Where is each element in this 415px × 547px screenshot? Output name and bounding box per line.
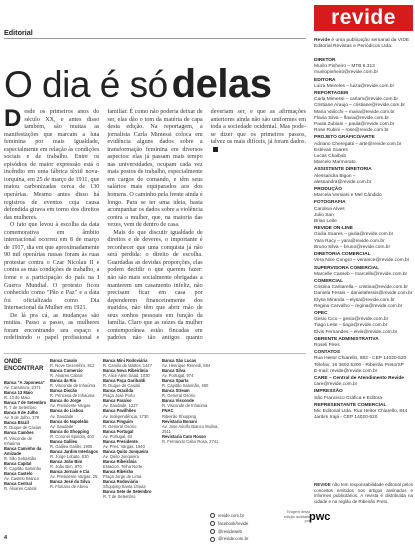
staff-line: São Francisco Gráfica e Editora (314, 395, 382, 401)
staff-heading: PROJETO GRÁFICO/ARTE (314, 135, 375, 141)
headline-light: O dia é só (4, 64, 168, 105)
staff-line: Brian Leite (314, 219, 337, 225)
store-address: R. General Osório (103, 423, 137, 429)
store-name: Banca da Rio (50, 378, 77, 384)
store-entry (103, 378, 159, 388)
staff-line: Regina Carvalho – regina@revide.com.br (314, 303, 403, 309)
store-name: Banca do Napoleão (50, 418, 89, 424)
store-address: Shopping Santa Úrsula (103, 484, 146, 490)
store-entry (4, 390, 48, 400)
staff-heading: DIRETOR (314, 58, 336, 63)
store-entry (50, 459, 102, 469)
disclaimer-text: não tem responsabilidade editorial pelos conceitos emitidos nos artigos assinados e informes publicitários. A revista é distribuída na cidade e na região de Ribeirão Preto. (314, 482, 413, 505)
staff-line: Elvis Fernandes – elvis@revide.com.br (314, 329, 398, 335)
store-entry (50, 398, 102, 408)
pwc-logo: pwc (309, 511, 331, 523)
store-address: Av. Portugal, 63 (103, 433, 133, 439)
audit-text: Tiragem desta edição auditada por (283, 510, 310, 523)
article-paragraph-text: Mais do que discutir igualdade de direitos e de deveres, o importante é reconhecer que uma conquista já não será perdida: o direito de escolha. Guardadas as devidas proporções, elas podem decidir o que querem fazer: não são mais socialmente obrigadas a manterem um casamento infeliz, não precisam ficar em casa por dependerem financeiramente dos maridos, não têm que abrir mão de seus sonhos pessoais em função da família. Claro que as raízes da mulher contemporânea estão fincadas em padrões não tão antigos quanto deveriam ser, e que as afirmações anteriores ainda não são uniformes em toda a sociedade ocidental. Mas pode-se dizer que os primeiros passos, talvez os mais difíceis, já foram dados. (107, 109, 306, 342)
store-address: R. Capitão Salomão (4, 465, 42, 471)
store-name: Banca Central (4, 480, 32, 486)
social-label: @revide.com.br (218, 536, 249, 542)
store-address: Ribeirão Shopping (162, 413, 197, 419)
article-paragraph-text: esde os primeiros anos do século XX, e antes disso também, são muitas as manifestações que marcam a luta feminina por mais igualdade, especialmente em relação às condições sociais e de trabalho. Entre os episódios de maior expressão está o incêndio em uma fábrica têxtil nova-iorquina, em 25 de março de 1911, que matou carbonizadas cerca de 130 operárias. Mesmo antes disso há registros de eventos cuja causa defendida girava em torno dos direitos das mulheres. (4, 109, 100, 221)
store-address: Av. Quito Junqueira (103, 453, 139, 459)
staff-line: Bruno Silva – bruno@revide.com.br (314, 244, 391, 250)
store-address: R. Camilo de Mattos, 1447 (103, 363, 153, 369)
store-address: R. General Osório (162, 393, 196, 399)
store-address: Av. Pres. Vargas, 1940 (103, 443, 145, 449)
store-name: Banca Camões (4, 430, 34, 436)
staff-line: Julio San (314, 212, 334, 218)
store-entry (4, 420, 48, 430)
store-address: Av. Castelo Branco (4, 475, 40, 481)
store-address: Av. Saudade (50, 413, 74, 419)
social-link[interactable] (210, 535, 270, 543)
store-name: Banca Castelo (4, 470, 33, 476)
store-address: R. Nove Dezembro, 812 (50, 363, 95, 369)
staff-line: Estevan Soares (314, 147, 348, 153)
store-name: Banca Rodoviária (103, 479, 138, 485)
store-name: Banca Portugal (103, 428, 134, 434)
store-address: R. 7 de Setembro (103, 494, 136, 500)
store-address: R. Visconde de Inhaúma (4, 435, 33, 446)
store-address: R. João Bim, 870 (50, 463, 82, 469)
staff-line: Carla Mimessi – carlam@revide.com.br (314, 97, 399, 103)
store-entry (4, 380, 48, 390)
staff-line: Marcela Versiani e Mel Cândido (314, 193, 382, 199)
staff-list (314, 58, 413, 421)
store-entry (50, 419, 102, 429)
store-name: Banca Discão (50, 388, 78, 394)
store-list-col1 (4, 380, 48, 491)
store-address: Av. Portugal, 974 (162, 373, 194, 379)
store-entry (103, 408, 159, 418)
headline-bold: delas (171, 62, 272, 106)
store-name: Banca do Shopping (50, 428, 89, 434)
store-entry (103, 479, 159, 489)
staff-line: Tiago Leite – tiago@revide.com.br (314, 323, 388, 329)
staff-line: Telefax: 16 3602.5200 - Ribeirão Preto/SP (314, 362, 404, 368)
staff-line: Luiza Meireles – luiza@revide.com.br (314, 83, 395, 89)
store-entry (103, 398, 159, 408)
store-name: Banca Nova Ribeirânia (103, 368, 148, 374)
staff-line: Yara Racy – yara@revide.com.br (314, 238, 385, 244)
store-entry (4, 461, 48, 471)
article-paragraph: De lá pra cá, as mudanças são muitas. Passo a passo, as mulheres foram encontrando seu espaço e redefinindo o papel profissional e familiar. É como não poderia deixar de ser, elas dão o tom da matéria de capa desta edição. Na reportagem, a jornalista Carla Mimessi coloca em evidência alguns dados sobre a transformação feminina em diversos aspectos: elas já passam mais tempo nas universidades, ocupam cada vez mais postos de trabalho, especialmente em cargos de comando, e têm seus salários mais equiparados aos dos homens. O caminho pela frente ainda é longo. Para se ter uma ideia, basta acompanhar os dados sobre a violência contra a mulher, que, na maioria das vezes, vem de dentro de casa. (4, 109, 203, 342)
social-label: revide.com.br (218, 513, 245, 518)
store-name: Banca Sete de Setembro (103, 489, 152, 495)
store-list-col3 (103, 358, 159, 499)
store-name: Banca João Bim (50, 458, 83, 464)
staff-heading: DIRETORIA COMERCIAL (314, 252, 371, 258)
store-list-col2 (50, 358, 102, 489)
store-name: Banca Paraíso (103, 398, 132, 404)
staff-heading: IMPRESSÃO (314, 389, 343, 395)
where-title-line2: ENCONTRAR (4, 365, 44, 372)
store-address: R. Visconde de Inhaúma (50, 383, 96, 389)
staff-line: Elysa Miranda – elysa@revide.com.br (314, 297, 395, 303)
store-entry (162, 378, 220, 388)
audit-note (278, 510, 310, 524)
store-address: R. Floriano de Abreu (50, 484, 88, 490)
staff-line: E-mail: revide@revide.com.br (314, 368, 378, 374)
staff-line: Adriano Cheregatti – arte@revide.com.br (314, 141, 402, 147)
store-entry (50, 408, 102, 418)
store-address: Av. Presidente Vargas, 25 (50, 474, 98, 480)
store-name: Banca Ribeirão (103, 469, 134, 475)
staff-line: Daniela Fessis – danielafessis@revide.com.br (314, 291, 413, 297)
store-entry (103, 439, 159, 449)
masthead-intro-text: é uma publicação semanal da VIDE Editorial Revistas e Periódicos Ltda. (314, 38, 410, 50)
store-address: R. 7 de Setembro (4, 405, 37, 411)
store-address: R. Jorge Lobato, 630 (50, 453, 89, 459)
store-name: FNAC (162, 408, 174, 414)
staff-line: Jardim Irajá - CEP 14020-520 (314, 415, 378, 421)
store-name: Banca Mini Rodoviária (103, 358, 148, 363)
store-name: Banca Jardim Interlagos (50, 448, 99, 454)
store-entry (162, 368, 220, 378)
store-address: Av. Saudade (50, 423, 74, 429)
store-address: Av. Caramuru, 2371 (4, 385, 41, 391)
store-name: Banca Caminho da Amizade (4, 445, 42, 456)
store-address: R. Álvares Cabral (50, 373, 83, 379)
store-entry (50, 429, 102, 439)
where-to-find-title (4, 358, 45, 372)
staff-line: Lucas Chaibub (314, 154, 347, 160)
store-entry (4, 400, 48, 410)
store-entry (103, 419, 159, 429)
store-name: Banca José da Silva (50, 479, 90, 485)
staff-line: Roseli Pires (314, 342, 340, 348)
store-name: Banca Paça Garibaldi (103, 378, 146, 384)
store-name: Banca Stream (162, 388, 190, 394)
store-entry (162, 419, 220, 434)
staff-heading: CONTATOS (314, 350, 341, 356)
store-entry (103, 489, 159, 499)
store-list-col4 (162, 358, 220, 444)
staff-line: Marcelo Marmorato (314, 160, 356, 166)
social-link[interactable] (210, 512, 270, 520)
store-name: Banca Capital (4, 460, 32, 466)
staff-line: Cristina Cantarella – cristina@revide.com.br (314, 285, 408, 291)
store-name: Banca do Jorge (50, 398, 82, 404)
staff-heading: OPEC (314, 310, 328, 316)
staff-line: Carolina Alves (314, 206, 345, 212)
store-entry (162, 388, 220, 398)
staff-heading: COMERCIAL (314, 278, 344, 284)
staff-line: Flavia Silva – flavia@revide.com.br (314, 115, 389, 121)
bottom-rule (4, 353, 306, 354)
staff-line: Paula Zubiani – paula@revide.com.br (314, 122, 395, 128)
store-address: Estacion. Telha Norte (103, 463, 143, 469)
staff-line: Murilo Pinheiro – MTB 6.313 (314, 64, 375, 70)
store-name: Banca do Lisboa (50, 408, 84, 414)
store-address: R. Princesa de Inhaúma (50, 393, 95, 399)
staff-heading: GERENTE ADMINISTRATIVA (314, 336, 379, 342)
store-address: R. Alice Além Saad, 1030 (103, 373, 150, 379)
store-address: Praça Jorge de Lima (103, 474, 142, 480)
store-name: Banca "A Japonesa" (4, 380, 45, 385)
store-entry (103, 358, 159, 368)
store-entry (162, 408, 220, 418)
store-address: R. Duque de Caxias (103, 383, 141, 389)
social-label: @revideweb (218, 528, 242, 534)
store-entry (103, 449, 159, 459)
web-icon (210, 513, 215, 518)
store-address: Av. 9 de Julho, 378 (4, 415, 40, 421)
article-paragraph: O fato que levou à escolha da data comemorativa em âmbito internacional ocorreu em 8 de março de 1917, dia em que aproximadamente 90 mil operárias russas foram às ruas protestar contra o Czar Nicolau II e contra as más condições de trabalho, a fome e a participação do país na I Guerra Mundial. O protesto ficou conhecido como "Pão e Paz" e a data foi oficializada como Dia Internacional da Mulher em 1921. (4, 222, 100, 312)
store-entry (4, 446, 48, 461)
store-name: Banca São Lucas (162, 358, 197, 363)
article-paragraph (4, 105, 100, 222)
store-address: Praça José Porto (103, 393, 135, 399)
store-name: Banca Jornais e Cia (50, 469, 90, 475)
store-address: Av. Jose Adolfo Bianco Molina, 2511 (162, 423, 219, 434)
brand-logo-text: revide (331, 6, 396, 29)
staff-heading: PRODUÇÃO (314, 187, 342, 193)
article-body (4, 105, 306, 344)
staff-heading: FOTOGRAFIA (314, 200, 346, 206)
staff-heading: ASSISTENTE DIRETORIA (314, 167, 372, 173)
end-mark-icon (213, 147, 218, 152)
where-title-line1: ONDE (4, 358, 22, 365)
store-entry (4, 481, 48, 491)
store-name: Banca Comercio (50, 368, 83, 374)
store-entry (103, 388, 159, 398)
store-name: Banca 13 Maio (4, 390, 33, 396)
store-entry (4, 471, 48, 481)
staff-line: Rose Rubini – rose@revide.com.br (314, 128, 389, 134)
store-name: Banca Pavilhões (103, 408, 136, 414)
store-entry (4, 430, 48, 445)
store-address: R. 13 de Maio (4, 395, 30, 401)
store-name: Banca Silva (162, 368, 186, 374)
store-entry (50, 439, 102, 449)
store-entry (4, 410, 48, 420)
masthead-intro-bold: Revide (314, 38, 331, 43)
store-entry (50, 378, 102, 388)
staff-line: Maria Valicchi – maria@revide.com.br (314, 109, 395, 115)
store-name: Banca Presidente (103, 438, 138, 444)
store-address: R. Álvares Cabral (4, 485, 37, 491)
store-name: Banca Visconde (162, 398, 194, 404)
store-entry (50, 449, 102, 459)
store-address: Av. Presidente Vargas (50, 403, 91, 409)
social-link[interactable] (210, 528, 270, 536)
store-entry (50, 388, 102, 398)
staff-heading: CARE – Central de Atendimento Revide (314, 375, 404, 381)
store-name: Banca Brazil (4, 420, 29, 426)
staff-line: Alessandra Bigon – alessandra@revide.com.br (314, 173, 372, 185)
twitter-icon (210, 529, 215, 534)
store-name: Banca Sparta (162, 378, 189, 384)
store-name: Banca 7 de Setembro (4, 400, 47, 406)
staff-line: Cristiane Araujo – cristiane@revide.com.br (314, 103, 405, 109)
store-name: Banca 9 de Julho (4, 410, 39, 416)
staff-heading: REPRESENTANTE COMERCIAL (314, 402, 387, 408)
store-entry (162, 358, 220, 368)
page-number: 4 (4, 535, 8, 541)
store-address: R. Visconde de Inhaúma (162, 403, 208, 409)
store-address: Av. Henrique Remedi, 684 (162, 363, 211, 369)
store-entry (103, 469, 159, 479)
section-rule (4, 38, 306, 39)
store-entry (50, 358, 102, 368)
store-entry (162, 398, 220, 408)
staff-heading: REVIDE ON-LINE (314, 226, 353, 232)
instagram-icon (210, 537, 215, 542)
staff-line: Marcelle Casseb – marcelle@revide.com.br (314, 271, 408, 277)
store-entry (50, 368, 102, 378)
staff-line: Gesio Cico – gesio@revide.com.br (314, 317, 389, 323)
disclaimer (314, 482, 413, 505)
brand-logo (314, 5, 413, 31)
social-label: facebook/revide (218, 520, 249, 526)
staff-line: Giulia Soares – giulia@revide.com.br (314, 232, 394, 238)
dropcap: D (4, 105, 22, 132)
staff-line: murilopinheiro@revide.com.br (314, 70, 379, 76)
store-address: R. Galileu Galilei, 1905 (50, 443, 93, 449)
store-entry (103, 429, 159, 439)
store-address: R. São Sebastião (4, 455, 37, 461)
store-entry (50, 469, 102, 479)
section-label: Editorial (4, 28, 33, 37)
staff-heading: SUPERVISORA COMERCIAL (314, 265, 380, 271)
staff-heading: EDITORA (314, 77, 336, 83)
staff-line: care@revide.com.br (314, 382, 358, 388)
staff-line: Vera Nice Congro – veranice@revide.com.br (314, 258, 410, 264)
staff-heading: REPORTAGEM (314, 91, 349, 97)
store-entry (162, 434, 220, 444)
staff-line: Rua Heitor Chiarello, 882 - CEP 14020-520 (314, 356, 407, 362)
store-name: Banca Galileu (50, 438, 78, 444)
store-name: Revistaria Cato Rosso (162, 433, 206, 439)
store-name: Banca Oracilda (103, 388, 134, 394)
store-entry (103, 368, 159, 378)
social-links (210, 512, 270, 543)
store-entry (50, 479, 102, 489)
facebook-icon (210, 521, 215, 526)
store-address: R. Fernando Cabo Rosa, 2741 (162, 438, 219, 444)
headline (4, 62, 271, 107)
masthead-intro (314, 38, 413, 50)
store-name: Banca Pinguim (103, 418, 133, 424)
store-name: Banca Quito Junqueira (103, 448, 149, 454)
store-address: R. Capitão Salomão, 480 (162, 383, 209, 389)
disclaimer-bold: REVIDE (314, 482, 331, 487)
store-name: Banca Ribeirânia (103, 458, 137, 464)
store-address: Av. Independência, 1730 (103, 413, 149, 419)
social-link[interactable] (210, 520, 270, 528)
store-address: R. Coronel Spinola, 403 (50, 433, 94, 439)
store-address: Av. Saudade, 1227 (103, 403, 138, 409)
store-name: Banca Cavalo (50, 358, 78, 363)
store-address: R. Duque de Caxias (4, 425, 42, 431)
store-name: Revistaria Bonani (162, 418, 197, 424)
store-entry (103, 459, 159, 469)
staff-line: Mic Editorial Ltda. Rua Heitor Chiarello, 844 (314, 408, 408, 414)
